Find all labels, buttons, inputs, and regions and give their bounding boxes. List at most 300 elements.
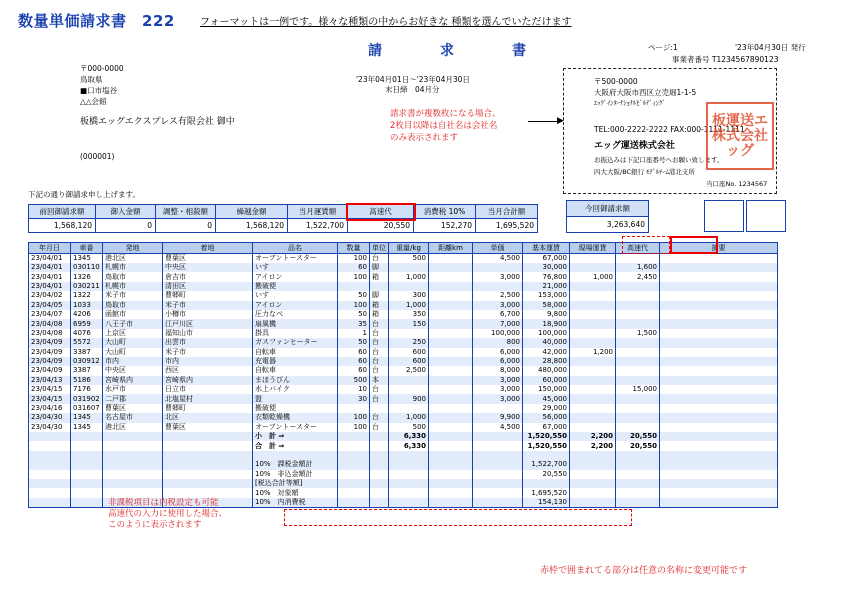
- table-cell: 56,000: [523, 413, 570, 422]
- table-cell: 45,000: [523, 394, 570, 403]
- table-cell: 3,000: [473, 301, 523, 310]
- table-cell: 23/04/01: [29, 282, 71, 291]
- table-cell: [570, 479, 616, 488]
- table-cell: 1,600: [616, 263, 660, 272]
- table-row: [29, 366, 778, 375]
- table-cell: [473, 263, 523, 272]
- table-cell: [370, 488, 389, 497]
- table-cell: [616, 423, 660, 432]
- summary-value: 1,695,520: [476, 219, 538, 233]
- table-cell: 10% 非込金額計: [253, 470, 338, 479]
- table-cell: [429, 348, 473, 357]
- table-cell: 港北区: [103, 423, 163, 432]
- table-cell: 台: [370, 423, 389, 432]
- table-cell: 030912: [71, 357, 103, 366]
- table-cell: 23/04/05: [29, 301, 71, 310]
- table-cell: 6,330: [389, 441, 429, 450]
- table-cell: [660, 254, 778, 264]
- table-cell: 50: [338, 338, 370, 347]
- table-cell: 脚: [370, 263, 389, 272]
- table-cell: 水戸市: [103, 385, 163, 394]
- table-row: [29, 470, 778, 479]
- table-cell: [660, 366, 778, 375]
- table-cell: 60,000: [523, 376, 570, 385]
- table-cell: [473, 479, 523, 488]
- table-cell: [429, 441, 473, 450]
- table-cell: 中央区: [103, 366, 163, 375]
- table-cell: [29, 432, 71, 441]
- table-cell: 8,000: [473, 366, 523, 375]
- table-cell: 合 計 ⇒: [253, 441, 338, 450]
- table-cell: [163, 441, 253, 450]
- table-cell: [429, 413, 473, 422]
- table-cell: 台: [370, 319, 389, 328]
- table-row: [29, 263, 778, 272]
- table-cell: ガスファンヒーター: [253, 338, 338, 347]
- table-cell: 台: [370, 366, 389, 375]
- table-cell: [660, 291, 778, 300]
- summary-header-highway: 高速代: [348, 205, 414, 219]
- table-cell: 23/04/08: [29, 329, 71, 338]
- customer-town: △△会館: [80, 97, 107, 106]
- table-cell: [473, 498, 523, 508]
- table-cell: 江戸川区: [163, 319, 253, 328]
- table-cell: 曹郷町: [163, 291, 253, 300]
- table-cell: [429, 479, 473, 488]
- table-cell: [103, 451, 163, 460]
- table-cell: 030211: [71, 282, 103, 291]
- table-cell: 23/04/01: [29, 263, 71, 272]
- table-cell: 曹郷町: [163, 404, 253, 413]
- table-cell: [338, 470, 370, 479]
- table-cell: [370, 470, 389, 479]
- table-cell: 3,000: [473, 385, 523, 394]
- company-seal: 板運送エ株式会社ッグ: [706, 102, 774, 170]
- page-title: 数量単価請求書 222: [18, 12, 175, 30]
- table-cell: 箱: [370, 272, 389, 281]
- table-cell: 67,000: [523, 423, 570, 432]
- table-cell: [429, 272, 473, 281]
- table-cell: [103, 479, 163, 488]
- table-cell: 2,500: [473, 291, 523, 300]
- table-cell: [338, 282, 370, 291]
- table-cell: 札幌市: [103, 263, 163, 272]
- table-cell: [616, 319, 660, 328]
- table-cell: 1345: [71, 413, 103, 422]
- table-cell: 20,550: [616, 432, 660, 441]
- table-cell: 1: [338, 329, 370, 338]
- column-header: 単位: [370, 243, 389, 254]
- page-number: ページ:1: [648, 43, 678, 52]
- table-cell: [163, 470, 253, 479]
- table-cell: [473, 282, 523, 291]
- table-cell: 7,000: [473, 319, 523, 328]
- summary-value: 0: [96, 219, 156, 233]
- table-cell: 函館市: [103, 310, 163, 319]
- customer-name: 板橋エッグエクスプレス有限会社 御中: [80, 117, 235, 127]
- summary-header: 繰越金額: [216, 205, 288, 219]
- table-cell: 23/04/30: [29, 423, 71, 432]
- seal-box: [746, 200, 786, 232]
- bank-name: 四大大阪/BC銀行 ﾓﾃﾞﾙﾁｰﾑ港北支所: [594, 168, 695, 176]
- table-cell: [616, 498, 660, 508]
- table-cell: 76,800: [523, 272, 570, 281]
- summary-header: 当月合計額: [476, 205, 538, 219]
- table-cell: [570, 460, 616, 469]
- table-cell: [429, 282, 473, 291]
- column-header: 車番: [71, 243, 103, 254]
- table-cell: [616, 488, 660, 497]
- table-cell: [29, 451, 71, 460]
- table-cell: [660, 282, 778, 291]
- table-cell: [338, 451, 370, 460]
- table-cell: [660, 348, 778, 357]
- table-cell: [338, 432, 370, 441]
- table-cell: オーブントースター: [253, 423, 338, 432]
- table-cell: 5186: [71, 376, 103, 385]
- table-row: [29, 357, 778, 366]
- column-header: 距離km: [429, 243, 473, 254]
- table-cell: 1,520,550: [523, 441, 570, 450]
- table-cell: [429, 263, 473, 272]
- table-cell: 10% 内消費税: [253, 498, 338, 508]
- table-cell: [429, 329, 473, 338]
- table-cell: 1,000: [389, 301, 429, 310]
- table-cell: 1,500: [616, 329, 660, 338]
- table-cell: アイロン: [253, 272, 338, 281]
- table-cell: 名古屋市: [103, 413, 163, 422]
- table-cell: [338, 498, 370, 508]
- table-cell: 20,550: [523, 470, 570, 479]
- table-cell: [523, 479, 570, 488]
- table-row: [29, 385, 778, 394]
- table-cell: [660, 301, 778, 310]
- table-cell: [338, 441, 370, 450]
- table-cell: [71, 479, 103, 488]
- column-header: 高速代: [616, 243, 660, 254]
- table-row: [29, 301, 778, 310]
- table-cell: [570, 338, 616, 347]
- customer-postal: 〒000-0000: [80, 64, 124, 73]
- table-cell: 日立市: [163, 385, 253, 394]
- table-cell: [660, 357, 778, 366]
- table-cell: 60: [338, 366, 370, 375]
- table-cell: [338, 404, 370, 413]
- table-cell: [429, 423, 473, 432]
- table-cell: 1,000: [389, 413, 429, 422]
- table-cell: [523, 451, 570, 460]
- table-cell: いす: [253, 291, 338, 300]
- table-cell: 1345: [71, 423, 103, 432]
- column-header: 年月日: [29, 243, 71, 254]
- summary-header: 当月運賃額: [288, 205, 348, 219]
- table-cell: [660, 272, 778, 281]
- table-cell: 米子市: [163, 348, 253, 357]
- table-cell: まほうびん: [253, 376, 338, 385]
- column-header: 重量/kg: [389, 243, 429, 254]
- table-cell: [370, 460, 389, 469]
- table-cell: [370, 432, 389, 441]
- issuer-building: ｴｯｸﾞｲﾝﾀｰﾅｼｮﾅﾙﾋﾞﾙﾃﾞｨﾝｸﾞ: [594, 99, 666, 107]
- table-cell: 充電器: [253, 357, 338, 366]
- table-cell: 10: [338, 385, 370, 394]
- column-header: 品名: [253, 243, 338, 254]
- table-cell: [616, 413, 660, 422]
- column-header: 数量: [338, 243, 370, 254]
- table-cell: [429, 310, 473, 319]
- table-cell: 台: [370, 254, 389, 264]
- table-cell: 港北区: [103, 254, 163, 264]
- table-cell: [660, 451, 778, 460]
- table-cell: [429, 470, 473, 479]
- table-cell: 10% 対象額: [253, 488, 338, 497]
- table-cell: [660, 319, 778, 328]
- table-cell: [660, 310, 778, 319]
- table-cell: [570, 451, 616, 460]
- table-cell: 自転車: [253, 366, 338, 375]
- table-cell: 031607: [71, 404, 103, 413]
- table-cell: [570, 291, 616, 300]
- table-cell: [660, 498, 778, 508]
- summary-header: 前回御請求額: [29, 205, 96, 219]
- table-cell: [29, 470, 71, 479]
- table-cell: 500: [338, 376, 370, 385]
- document-title: 請 求 書: [368, 43, 548, 59]
- table-cell: 150,000: [523, 385, 570, 394]
- table-cell: 曹葉区: [103, 404, 163, 413]
- table-cell: [389, 376, 429, 385]
- table-cell: 2,200: [570, 432, 616, 441]
- table-cell: [570, 423, 616, 432]
- table-cell: [660, 460, 778, 469]
- table-cell: [429, 488, 473, 497]
- table-cell: 1,200: [570, 348, 616, 357]
- table-row: [29, 488, 778, 497]
- table-cell: [570, 498, 616, 508]
- table-cell: [473, 441, 523, 450]
- table-cell: [103, 441, 163, 450]
- table-row: [29, 413, 778, 422]
- customer-pref: 鳥取県: [80, 75, 103, 84]
- table-cell: 500: [389, 254, 429, 264]
- table-cell: 031902: [71, 394, 103, 403]
- table-cell: [163, 460, 253, 469]
- table-cell: [570, 254, 616, 264]
- column-header: 発地: [103, 243, 163, 254]
- table-cell: 28,800: [523, 357, 570, 366]
- table-cell: アイロン: [253, 301, 338, 310]
- column-header: 摘要: [660, 243, 778, 254]
- table-row: [29, 282, 778, 291]
- table-cell: 5572: [71, 338, 103, 347]
- table-cell: [370, 451, 389, 460]
- table-cell: 9,900: [473, 413, 523, 422]
- table-cell: 10% 課税金額計: [253, 460, 338, 469]
- table-cell: [103, 460, 163, 469]
- table-cell: [616, 366, 660, 375]
- table-row: [29, 310, 778, 319]
- table-cell: [616, 460, 660, 469]
- column-header: 基本運賃: [523, 243, 570, 254]
- table-cell: [29, 479, 71, 488]
- column-header: 現場運賃: [570, 243, 616, 254]
- table-cell: 上京区: [103, 329, 163, 338]
- issuer-address: 大阪府大阪市西区立売堀1-1-5: [594, 88, 697, 97]
- table-cell: 3387: [71, 348, 103, 357]
- summary-value: 152,270: [414, 219, 476, 233]
- table-cell: 100: [338, 413, 370, 422]
- table-cell: [429, 394, 473, 403]
- table-cell: 6,330: [389, 432, 429, 441]
- table-cell: [29, 460, 71, 469]
- summary-value: 20,550: [348, 219, 414, 233]
- table-cell: [29, 441, 71, 450]
- table-cell: 23/04/08: [29, 319, 71, 328]
- table-cell: 米子市: [163, 301, 253, 310]
- table-cell: 67,000: [523, 254, 570, 264]
- table-cell: 60: [338, 348, 370, 357]
- table-cell: [338, 488, 370, 497]
- issuer-company: エッグ運送株式会社: [594, 141, 675, 151]
- table-cell: 153,000: [523, 291, 570, 300]
- table-cell: [389, 470, 429, 479]
- table-cell: [660, 479, 778, 488]
- table-cell: [429, 460, 473, 469]
- customer-city: ■口市塩谷: [80, 86, 118, 95]
- table-cell: [570, 357, 616, 366]
- table-cell: [660, 394, 778, 403]
- table-cell: [163, 488, 253, 497]
- table-cell: 800: [473, 338, 523, 347]
- table-cell: [570, 376, 616, 385]
- table-cell: 6959: [71, 319, 103, 328]
- table-cell: [370, 479, 389, 488]
- table-cell: 30,000: [523, 263, 570, 272]
- table-cell: [570, 263, 616, 272]
- table-cell: 北塩屋村: [163, 394, 253, 403]
- table-cell: [429, 338, 473, 347]
- table-cell: 1,000: [570, 272, 616, 281]
- table-cell: 本: [370, 376, 389, 385]
- table-cell: 900: [389, 394, 429, 403]
- table-cell: [616, 291, 660, 300]
- table-row: [29, 348, 778, 357]
- table-cell: [616, 394, 660, 403]
- current-invoice-table: [566, 200, 649, 233]
- table-cell: 23/04/01: [29, 272, 71, 281]
- table-cell: [389, 282, 429, 291]
- table-cell: 6,700: [473, 310, 523, 319]
- table-cell: 23/04/13: [29, 376, 71, 385]
- customer-code: (000001): [80, 152, 115, 161]
- table-cell: [616, 348, 660, 357]
- table-cell: 500: [389, 423, 429, 432]
- table-cell: 水上バイク: [253, 385, 338, 394]
- table-cell: [473, 404, 523, 413]
- table-row: [29, 423, 778, 432]
- table-cell: 030110: [71, 263, 103, 272]
- table-cell: 60: [338, 263, 370, 272]
- table-cell: 23/04/09: [29, 338, 71, 347]
- table-cell: 40,000: [523, 338, 570, 347]
- table-cell: 6,000: [473, 348, 523, 357]
- table-cell: 台: [370, 394, 389, 403]
- table-cell: 1,520,550: [523, 432, 570, 441]
- table-cell: [389, 404, 429, 413]
- table-cell: [429, 254, 473, 264]
- table-cell: 八王子市: [103, 319, 163, 328]
- table-cell: [616, 310, 660, 319]
- table-cell: [660, 404, 778, 413]
- table-cell: 曹葉区: [163, 254, 253, 264]
- table-cell: 23/04/30: [29, 413, 71, 422]
- table-cell: 鳥取市: [103, 301, 163, 310]
- table-cell: 台: [370, 348, 389, 357]
- table-cell: 台: [370, 357, 389, 366]
- issuer-postal: 〒500-0000: [594, 77, 638, 86]
- table-cell: [338, 460, 370, 469]
- table-cell: 2,500: [389, 366, 429, 375]
- table-cell: [660, 376, 778, 385]
- table-row: [29, 254, 778, 264]
- table-cell: [429, 432, 473, 441]
- table-cell: 1033: [71, 301, 103, 310]
- table-cell: 100: [338, 423, 370, 432]
- table-cell: 倉吉市: [163, 272, 253, 281]
- format-note: フォーマットは一例です。様々な種類の中からお好きな 種類を選んでいただけます: [200, 17, 572, 28]
- table-cell: 台: [370, 385, 389, 394]
- highway-header-highlight: [670, 236, 718, 254]
- table-cell: [370, 498, 389, 508]
- table-cell: [253, 451, 338, 460]
- table-cell: 1326: [71, 272, 103, 281]
- table-cell: 小 計 ⇒: [253, 432, 338, 441]
- table-cell: 9,800: [523, 310, 570, 319]
- table-cell: [570, 319, 616, 328]
- table-cell: [税込合計等額]: [253, 479, 338, 488]
- table-cell: [429, 366, 473, 375]
- table-cell: [370, 404, 389, 413]
- table-cell: 58,000: [523, 301, 570, 310]
- table-cell: 42,000: [523, 348, 570, 357]
- table-row: [29, 451, 778, 460]
- table-cell: 23/04/16: [29, 404, 71, 413]
- table-cell: 米子市: [103, 291, 163, 300]
- table-cell: 3,000: [473, 272, 523, 281]
- table-cell: 150: [389, 319, 429, 328]
- table-cell: [103, 432, 163, 441]
- table-cell: [389, 329, 429, 338]
- table-cell: [429, 291, 473, 300]
- summary-value: 1,568,120: [29, 219, 96, 233]
- table-cell: 4206: [71, 310, 103, 319]
- table-cell: オーブントースター: [253, 254, 338, 264]
- table-cell: [389, 488, 429, 497]
- table-cell: 自転車: [253, 348, 338, 357]
- table-cell: 23/04/09: [29, 357, 71, 366]
- column-header: 単価: [473, 243, 523, 254]
- table-cell: 1,000: [389, 272, 429, 281]
- site-fare-highlight: [622, 236, 670, 254]
- summary-header: 調整・相殺額: [156, 205, 216, 219]
- table-cell: 扇風機: [253, 319, 338, 328]
- table-cell: 100: [338, 301, 370, 310]
- table-cell: 23/04/09: [29, 348, 71, 357]
- table-cell: [660, 338, 778, 347]
- detail-table: [28, 242, 778, 508]
- table-cell: [29, 488, 71, 497]
- column-header: 着地: [163, 243, 253, 254]
